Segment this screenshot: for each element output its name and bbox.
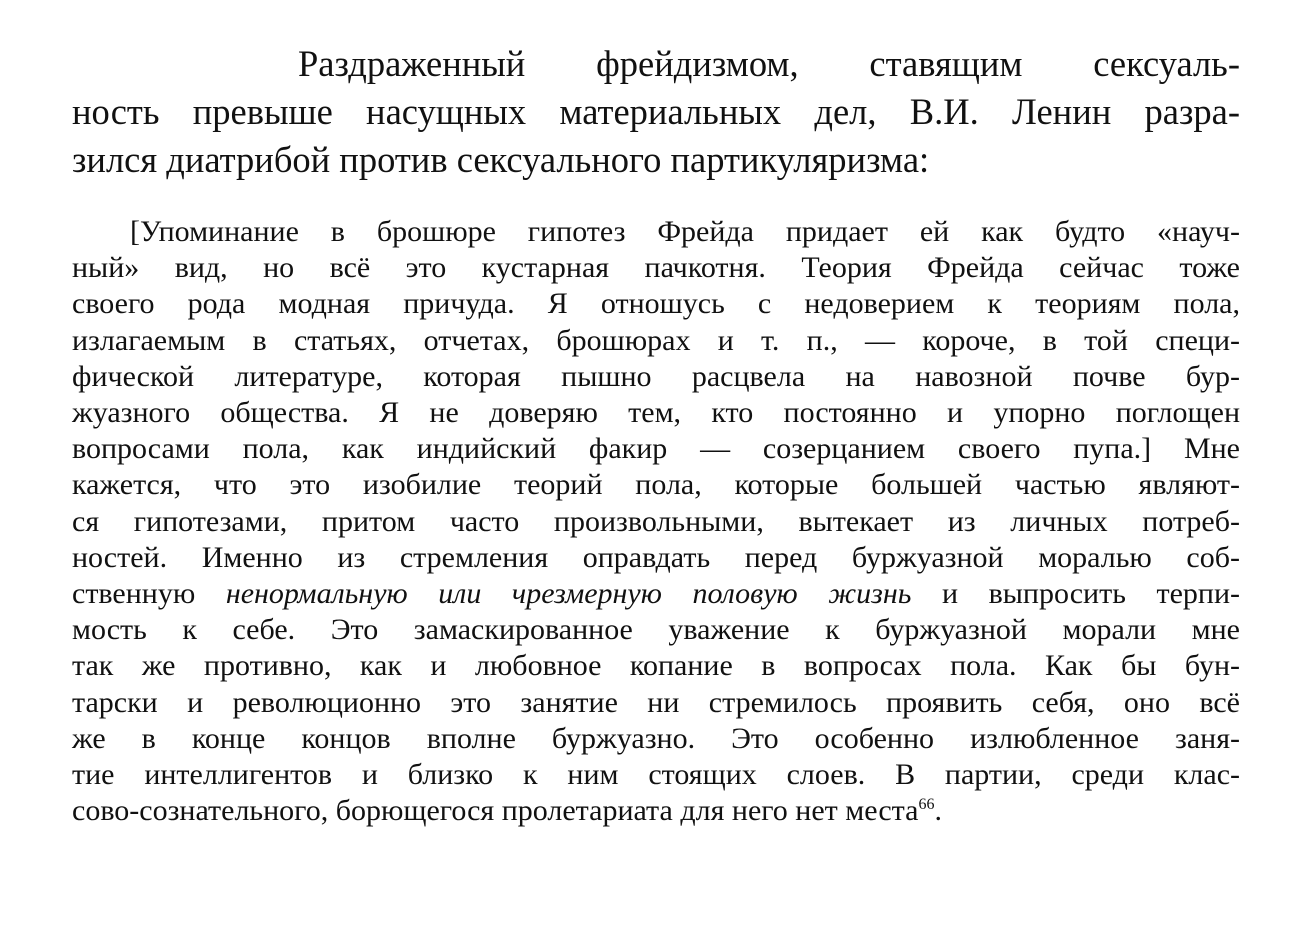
quote-line: тарски и революционно это занятие ни стремилось проявить себя, оно всё (72, 685, 1240, 719)
quote-line: вопросами пола, как индийский факир — созерцанием своего пупа.] Мне (72, 432, 1240, 466)
intro-line: Раздраженный фрейдизмом, ставящим сексуаль- (298, 43, 1240, 84)
quote-line: жуазного общества. Я не доверяю тем, кто постоянно и упорно поглощен (72, 396, 1240, 430)
footnote-marker: 66 (918, 796, 935, 814)
quote-line: фической литературе, которая пышно расцвела на навозной почве бур- (72, 359, 1240, 393)
quote-line: тие интеллигентов и близко к ним стоящих слоев. В партии, среди клас- (72, 758, 1240, 792)
quote-line: ностей. Именно из стремления оправдать перед буржуазной моралью соб- (72, 540, 1240, 574)
quote-text-after: и выпросить терпи- (911, 577, 1240, 611)
quote-line: своего рода модная причуда. Я отношусь с недоверием к теориям пола, (72, 287, 1240, 321)
quote-final-line (72, 793, 1240, 829)
quote-text-before: ственную (72, 577, 226, 611)
intro-line: зился диатрибой против сексуального партикуляризма: (72, 139, 930, 180)
quote-paragraph (72, 214, 1240, 829)
quote-line: ся гипотезами, притом часто произвольными, вытекает из личных потреб- (72, 504, 1240, 538)
quote-line: излагаемым в статьях, отчетах, брошюрах и т. п., — короче, в той специ- (72, 323, 1240, 357)
document-page (72, 40, 1240, 829)
intro-paragraph (72, 40, 1240, 184)
quote-final-punct: . (934, 794, 942, 828)
quote-line: же в конце концов вполне буржуазно. Это особенно излюбленное заня- (72, 721, 1240, 755)
quote-line: мость к себе. Это замаскированное уважение к буржуазной морали мне (72, 613, 1240, 647)
quote-line: [Упоминание в брошюре гипотез Фрейда придает ей как будто «науч- (130, 215, 1240, 248)
quote-line: ный» вид, но всё это кустарная пачкотня. Теория Фрейда сейчас тоже (72, 251, 1240, 285)
intro-line: ность превыше насущных материальных дел, В.И. Ленин разра- (72, 91, 1240, 132)
quote-line: кажется, что это изобилие теорий пола, которые большей частью являют- (72, 468, 1240, 502)
italic-phrase: ненормальную или чрезмерную половую жизнь (225, 577, 912, 611)
quote-final-text: сово-сознательного, борющегося пролетариата для него нет места (72, 794, 919, 828)
quote-line-italic (72, 576, 1240, 612)
quote-line: так же противно, как и любовное копание в вопросах пола. Как бы бун- (72, 649, 1240, 683)
